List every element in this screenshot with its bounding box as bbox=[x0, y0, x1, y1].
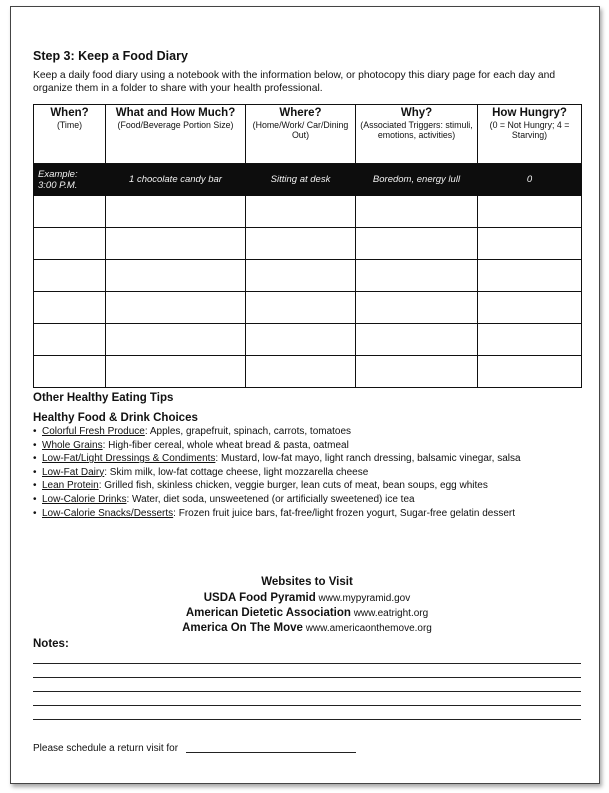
tips-subtitle: Healthy Food & Drink Choices bbox=[33, 412, 198, 424]
list-item: • Whole Grains: High-fiber cereal, whole wheat bread & pasta, oatmeal bbox=[33, 439, 593, 453]
table-row bbox=[34, 356, 582, 388]
example-hunger: 0 bbox=[478, 164, 582, 196]
table-row bbox=[34, 260, 582, 292]
header-hunger: How Hungry? (0 = Not Hungry; 4 = Starving) bbox=[478, 105, 582, 164]
notes-line bbox=[33, 664, 581, 678]
table-row bbox=[34, 196, 582, 228]
notes-line bbox=[33, 706, 581, 720]
table-header-row bbox=[34, 105, 582, 164]
header-when: When? (Time) bbox=[34, 105, 106, 164]
tips-section bbox=[33, 392, 593, 520]
example-where: Sitting at desk bbox=[246, 164, 356, 196]
notes-line bbox=[33, 650, 581, 664]
website-item: America On The Move www.americaonthemove.org bbox=[182, 622, 432, 634]
step-title: Step 3: Keep a Food Diary bbox=[33, 49, 188, 63]
return-visit-label: Please schedule a return visit for bbox=[33, 743, 179, 754]
list-item: • Low-Calorie Drinks: Water, diet soda, unsweetened (or artificially sweetened) ice tea bbox=[33, 493, 593, 507]
table-row bbox=[34, 324, 582, 356]
table-row bbox=[34, 292, 582, 324]
notes-line bbox=[33, 678, 581, 692]
tips-title: Other Healthy Eating Tips bbox=[33, 392, 174, 404]
intro-text: Keep a daily food diary using a notebook with the information below, or photocopy this diary page for each day and organize them in a folder to share with your health professional. bbox=[33, 70, 556, 94]
list-item: • Low-Calorie Snacks/Desserts: Frozen fruit juice bars, fat-free/light frozen yogurt, Sugar-free gelatin dessert bbox=[33, 507, 593, 521]
header-why: Why? (Associated Triggers: stimuli, emotions, activities) bbox=[356, 105, 478, 164]
notes-section bbox=[33, 638, 581, 720]
example-what: 1 chocolate candy bar bbox=[106, 164, 246, 196]
list-item: • Low-Fat/Light Dressings & Condiments: Mustard, low-fat mayo, light ranch dressing, balsamic vinegar, salsa bbox=[33, 452, 593, 466]
websites-section bbox=[33, 576, 581, 636]
return-visit bbox=[33, 742, 356, 754]
return-visit-blank bbox=[186, 742, 356, 753]
tips-list bbox=[33, 425, 593, 520]
example-when: Example: 3:00 P.M. bbox=[34, 164, 106, 196]
intro-section bbox=[33, 49, 581, 95]
notes-title: Notes: bbox=[33, 638, 69, 650]
websites-title: Websites to Visit bbox=[261, 576, 353, 588]
list-item: • Lean Protein: Grilled fish, skinless chicken, veggie burger, lean cuts of meat, bean soups, egg whites bbox=[33, 479, 593, 493]
example-why: Boredom, energy lull bbox=[356, 164, 478, 196]
list-item: • Colorful Fresh Produce: Apples, grapefruit, spinach, carrots, tomatoes bbox=[33, 425, 593, 439]
example-row bbox=[34, 164, 582, 196]
website-item: American Dietetic Association www.eatright.org bbox=[185, 607, 429, 619]
food-diary-table bbox=[33, 104, 582, 388]
table-row bbox=[34, 228, 582, 260]
website-item: USDA Food Pyramid www.mypyramid.gov bbox=[203, 592, 411, 604]
document-page bbox=[10, 6, 600, 784]
header-where: Where? (Home/Work/ Car/Dining Out) bbox=[246, 105, 356, 164]
notes-line bbox=[33, 692, 581, 706]
list-item: • Low-Fat Dairy: Skim milk, low-fat cottage cheese, light mozzarella cheese bbox=[33, 466, 593, 480]
header-what: What and How Much? (Food/Beverage Portion Size) bbox=[106, 105, 246, 164]
